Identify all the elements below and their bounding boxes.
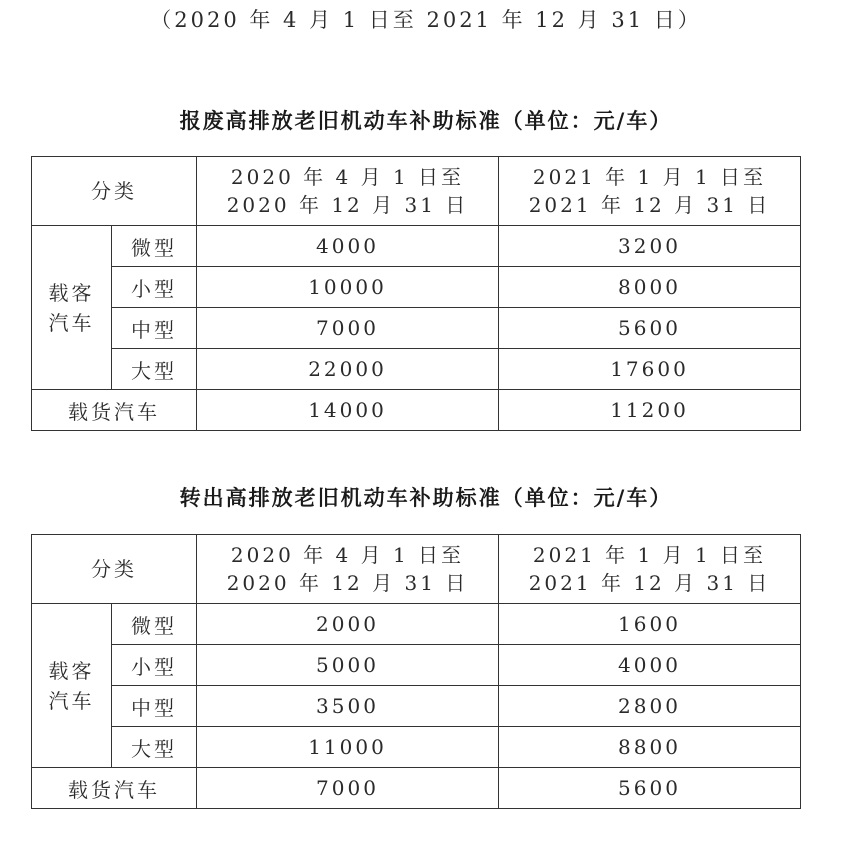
- passenger-car-group-label: [32, 226, 112, 390]
- table-row: [32, 349, 801, 390]
- vehicle-type-cell: 中型: [112, 308, 197, 349]
- table-row: [32, 308, 801, 349]
- table-header-row: [32, 157, 801, 226]
- period-2020-line2: 2020 年 12 月 31 日: [226, 571, 469, 595]
- value-2020-cell: 4000: [197, 226, 499, 267]
- period-2021-header: [499, 157, 801, 226]
- truck-row: [32, 390, 801, 431]
- vehicle-type-cell: 大型: [112, 349, 197, 390]
- period-2020-line2: 2020 年 12 月 31 日: [226, 193, 469, 217]
- group-label-line2: 汽车: [48, 688, 95, 713]
- value-2020-cell: 2000: [197, 604, 499, 645]
- passenger-car-group-label: [32, 604, 112, 768]
- vehicle-type-cell: 大型: [112, 727, 197, 768]
- scrap-subsidy-table-title: 报废高排放老旧机动车补助标准（单位：元/车）: [179, 109, 673, 133]
- value-2021-cell: 8000: [499, 267, 801, 308]
- scrap-subsidy-table: [31, 156, 801, 431]
- value-2021-cell: 5600: [499, 768, 801, 809]
- value-2021-cell: 8800: [499, 727, 801, 768]
- date-range-heading: （2020 年 4 月 1 日至 2021 年 12 月 31 日）: [150, 8, 702, 32]
- transfer-subsidy-table: [31, 534, 801, 809]
- value-2021-cell: 5600: [499, 308, 801, 349]
- truck-label-cell: 载货汽车: [32, 390, 197, 431]
- value-2020-cell: 11000: [197, 727, 499, 768]
- value-2021-cell: 4000: [499, 645, 801, 686]
- period-2020-header: [197, 157, 499, 226]
- group-label-line1: 载客: [48, 658, 95, 683]
- category-header: 分类: [32, 157, 197, 226]
- value-2020-cell: 10000: [197, 267, 499, 308]
- vehicle-type-cell: 小型: [112, 267, 197, 308]
- table-row: [32, 267, 801, 308]
- value-2021-cell: 17600: [499, 349, 801, 390]
- truck-label-cell: 载货汽车: [32, 768, 197, 809]
- value-2020-cell: 7000: [197, 308, 499, 349]
- table-row: [32, 604, 801, 645]
- group-label-line1: 载客: [48, 280, 95, 305]
- value-2020-cell: 3500: [197, 686, 499, 727]
- vehicle-type-cell: 微型: [112, 604, 197, 645]
- value-2020-cell: 22000: [197, 349, 499, 390]
- vehicle-type-cell: 中型: [112, 686, 197, 727]
- category-header: 分类: [32, 535, 197, 604]
- table-row: [32, 686, 801, 727]
- value-2020-cell: 14000: [197, 390, 499, 431]
- period-2021-line1: 2021 年 1 月 1 日至: [532, 165, 767, 189]
- vehicle-type-cell: 小型: [112, 645, 197, 686]
- group-label-line2: 汽车: [48, 310, 95, 335]
- period-2021-header: [499, 535, 801, 604]
- table-row: [32, 727, 801, 768]
- transfer-subsidy-table-title: 转出高排放老旧机动车补助标准（单位：元/车）: [179, 486, 673, 510]
- vehicle-type-cell: 微型: [112, 226, 197, 267]
- truck-row: [32, 768, 801, 809]
- value-2020-cell: 7000: [197, 768, 499, 809]
- value-2021-cell: 2800: [499, 686, 801, 727]
- table-row: [32, 645, 801, 686]
- period-2021-line2: 2021 年 12 月 31 日: [528, 193, 771, 217]
- table-header-row: [32, 535, 801, 604]
- period-2021-line1: 2021 年 1 月 1 日至: [532, 543, 767, 567]
- period-2020-header: [197, 535, 499, 604]
- table-row: [32, 226, 801, 267]
- value-2021-cell: 11200: [499, 390, 801, 431]
- value-2020-cell: 5000: [197, 645, 499, 686]
- period-2020-line1: 2020 年 4 月 1 日至: [230, 543, 465, 567]
- value-2021-cell: 1600: [499, 604, 801, 645]
- period-2020-line1: 2020 年 4 月 1 日至: [230, 165, 465, 189]
- period-2021-line2: 2021 年 12 月 31 日: [528, 571, 771, 595]
- value-2021-cell: 3200: [499, 226, 801, 267]
